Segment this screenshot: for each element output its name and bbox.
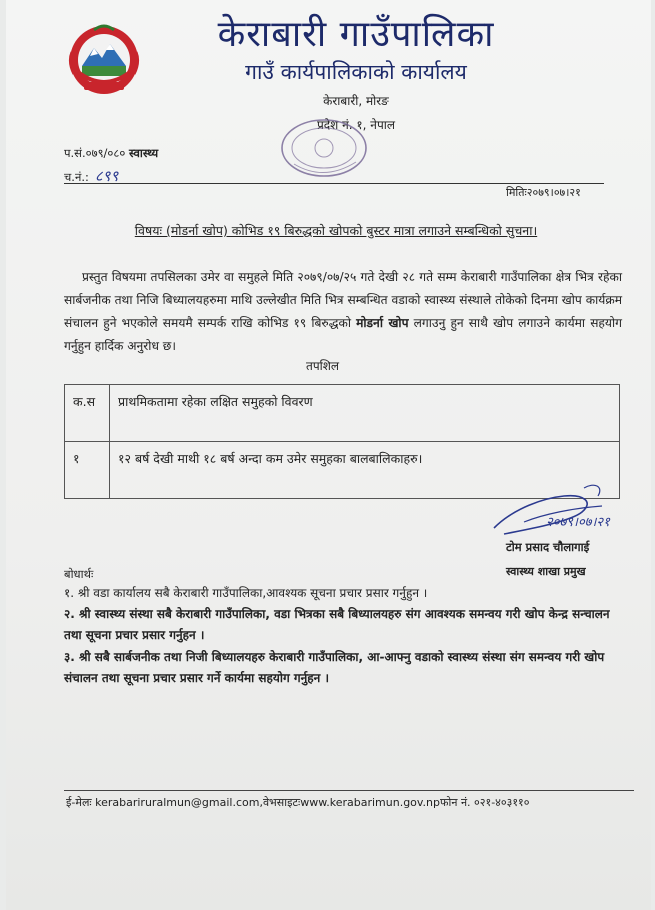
contact-footer: ई-मेलः kerabariruralmun@gmail.com,वेभसाइटःwww.kerabarimun.gov.npफोन नं. ०२१-४०३११० [66,796,530,809]
letter-date: मितिः२०७९।०७।२१ [506,186,581,199]
header-serial: क.स [65,385,110,442]
dispatch-number-handwritten: ८९९ [94,167,119,185]
signatory-title: स्वास्थ्य शाखा प्रमुख [506,565,586,578]
office-stamp [272,112,382,184]
letter-subject: विषयः (मोडर्ना खोप) कोभिड १९ बिरुद्धको खोपको बुस्टर मात्रा लगाउने सम्बन्धिको सुचना। [134,223,538,238]
nepal-emblem-logo [64,22,144,98]
cc-label: बोधार्थः [64,567,94,581]
signatory-name: टोम प्रसाद चौलागाई [506,540,590,554]
header-divider [64,183,604,184]
cc-item-1: १. श्री वडा कार्यालय सबै केराबारी गाउँपालिका,आवश्यक सूचना प्रचार प्रसार गर्नुहुन । [64,586,428,600]
row-description: १२ बर्ष देखी माथी १८ बर्ष अन्दा कम उमेर समुहका बालबालिकाहरु। [110,442,620,499]
footer-divider [64,790,634,791]
office-province: प्रदेश नं. १, नेपाल [316,118,396,132]
cc-item-3: ३. श्री सबै सार्बजनीक तथा निजी बिध्यालयहरु केराबारी गाउँपालिका, आ-आफ्नु वडाको स्वास्थ्य संस्था संग समन्वय गरी खोप संचालन तथा सूचना प्रचार प्रसार गर्ने कार्यमा सहयोग गर्नुहन । [64,650,605,685]
table-header-row [65,385,620,442]
header-description: प्राथमिकतामा रहेका लक्षित समुहको विवरण [110,385,620,442]
letter-page [6,0,651,910]
handwritten-signature [484,478,614,540]
vaccine-name-bold: मोडर्ना खोप [356,316,409,330]
office-subtitle: गाउँ कार्यपालिकाको कार्यालय [245,60,467,84]
letter-reference-number: प.सं.०७९/०८० स्वास्थ्य [64,146,159,160]
letter-body: प्रस्तुत विषयमा तपसिलका उमेर वा समुहले मिति २०७९/०७/२५ गते देखी २८ गते सम्म केराबारी गाउँपालिका क्षेत्र भित्र रहेका सार्बजनीक तथा निजि बिध्यालयहरुमा माथि उल्लेखीत मिति भित्र सम्बन्धित वडाको स्वास्थ्य संस्थाले तोकेको दिनमा खोप कार्यक्रम संचालन हुने भएकोले समयमै सम्पर्क राखि कोभिड १९ बिरुद्धको मोडर्ना खोप लगाउनु हुन साथै खोप लगाउने कार्यमा सहयोग गर्नुहुन हार्दिक अनुरोध छ। [64,270,622,353]
office-address: केराबारी, मोरङ [323,94,389,108]
row-serial: १ [65,442,110,499]
svg-text:२०७९।०७।२१: २०७९।०७।२१ [546,515,610,530]
cc-item-2: २. श्री स्वास्थ्य संस्था सबै केराबारी गाउँपालिका, वडा भित्रका सबै बिध्यालयहरु संग आवश्यक समन्वय गरी खोप केन्द्र सन्चालन तथा सूचना प्रचार प्रसार गर्नुहन । [64,607,610,642]
details-heading: तपशिल [306,359,340,373]
dispatch-number: च.नं.: ८९९ [64,167,119,185]
municipality-title: केराबारी गाउँपालिका [217,14,495,55]
